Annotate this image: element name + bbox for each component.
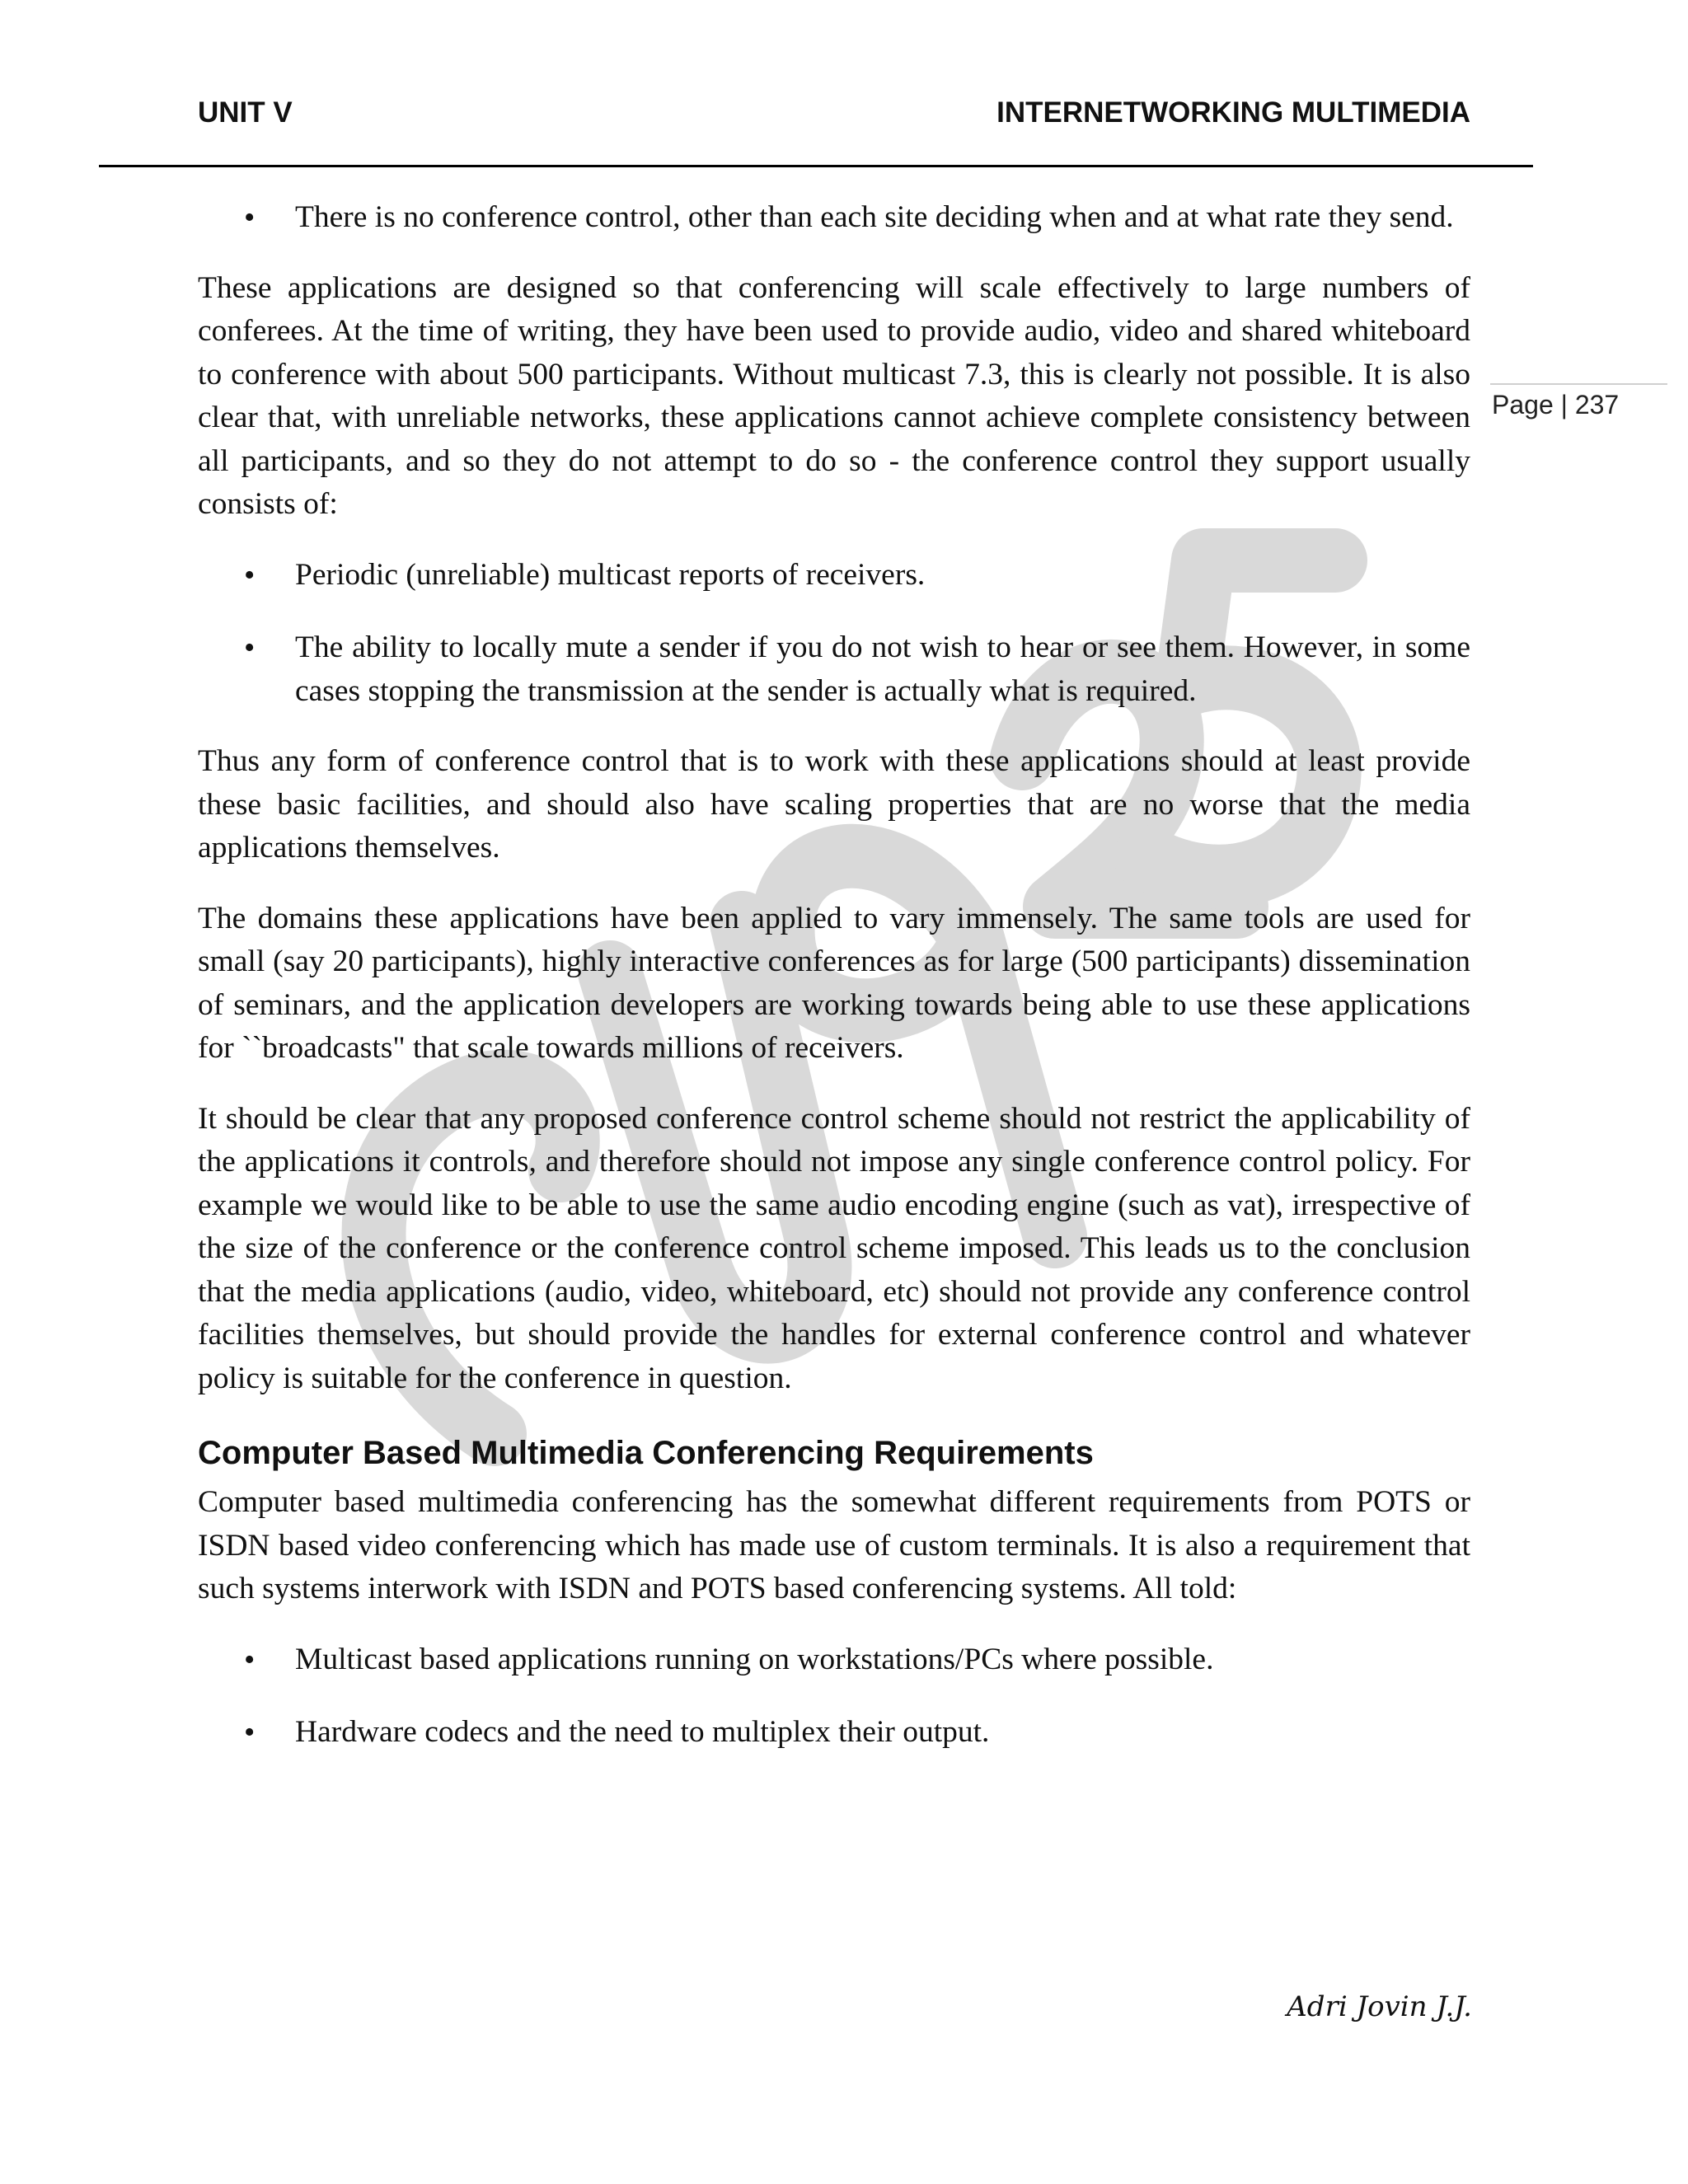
paragraph-requirements: Computer based multimedia conferencing has the somewhat different requirements from POTS or ISDN based video conferencing which has made use of custom terminals. It is also a requirement that such systems interwork with ISDN and POTS based conferencing systems. All told: <box>198 1485 1470 1605</box>
header-title: INTERNETWORKING MULTIMEDIA <box>996 96 1470 129</box>
list-item: • Periodic (unreliable) multicast reports of receivers. <box>198 554 1470 598</box>
paragraph-policy: It should be clear that any proposed conference control scheme should not restrict the applicability of the applications it controls, and therefore should not impose any single conference control policy. For example we would like to be able to use the same audio encoding engine (such as vat), irrespective of the size of the conference or the conference control scheme imposed. This leads us to the conclusion that the media applications (audio, video, whiteboard, etc) should not provide any conference control facilities themselves, but should provide the handles for external conference control and whatever policy is suitable for the conference in question. <box>198 1101 1470 1395</box>
list-item: • There is no conference control, other than each site deciding when and at what rate they send. <box>198 196 1470 240</box>
paragraph-basic-facilities: Thus any form of conference control that is to work with these applications should at least provide these basic facilities, and should also have scaling properties that are no worse that the media applications themselves. <box>198 744 1470 865</box>
page-number-rule <box>1490 383 1667 385</box>
bullet-list-requirements <box>198 1638 1470 1755</box>
list-item: • Hardware codecs and the need to multiplex their output. <box>198 1711 1470 1755</box>
list-item: • Multicast based applications running on workstations/PCs where possible. <box>198 1638 1470 1682</box>
header-unit: UNIT V <box>198 96 293 129</box>
paragraph-scaling: These applications are designed so that conferencing will scale effectively to large numbers of conferees. At the time of writing, they have been used to provide audio, video and shared whiteboard to conference with about 500 participants. Without multicast 7.3, this is clearly not possible. It is also clear that, with unreliable networks, these applications cannot achieve complete consistency between all participants, and so they do not attempt to do so - the conference control they support usually consists of: <box>198 270 1470 521</box>
bullet-list-top <box>198 196 1470 240</box>
page-number: Page | 237 <box>1492 390 1620 419</box>
content-column <box>198 196 1470 1782</box>
bullet-list-control <box>198 554 1470 714</box>
author-signature: Adri Jovin J.J. <box>1287 1990 1472 2023</box>
paragraph-domains: The domains these applications have been applied to vary immensely. The same tools are used for small (say 20 participants), highly interactive conferences as for large (500 participants) dissemination of seminars, and the application developers are working towards being able to use these applications for ``broadcasts" that scale towards millions of receivers. <box>198 901 1470 1065</box>
header-rule <box>99 165 1533 167</box>
list-item: • The ability to locally mute a sender if you do not wish to hear or see them. However, in some cases stopping the transmission at the sender is actually what is required. <box>198 626 1470 713</box>
section-heading: Computer Based Multimedia Conferencing Requirements <box>198 1435 1094 1471</box>
